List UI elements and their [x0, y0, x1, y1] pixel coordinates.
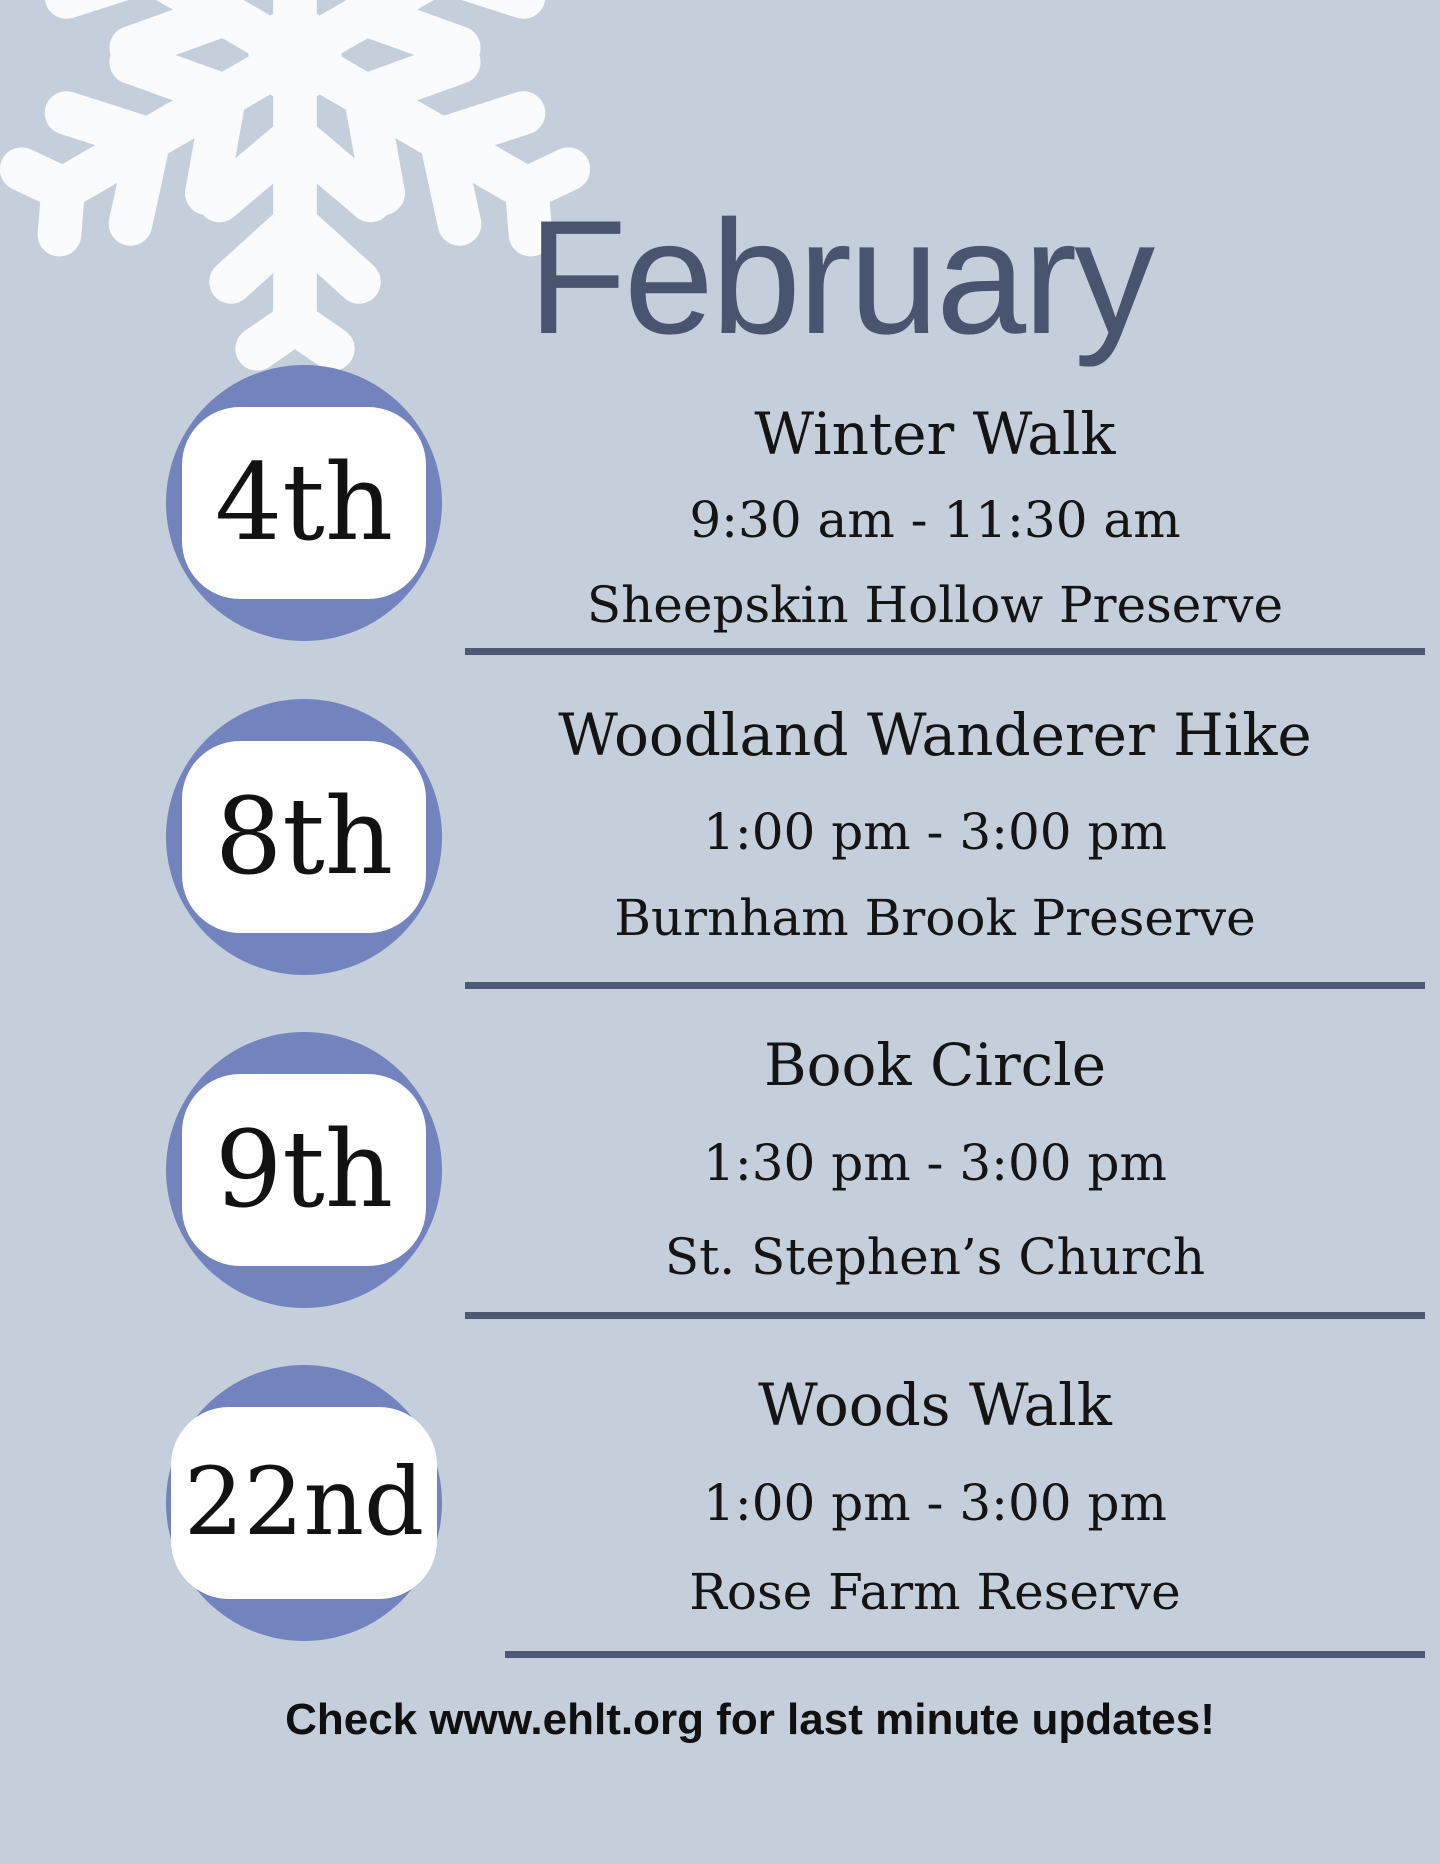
date-badge-inner [182, 407, 426, 599]
event-location: St. Stephen’s Church [664, 1228, 1206, 1286]
event-winter-walk [430, 400, 1440, 634]
page-title: February [527, 186, 1153, 368]
event-title: Book Circle [763, 1031, 1107, 1099]
event-book-circle [430, 1031, 1440, 1286]
event-title: Woodland Wanderer Hike [558, 701, 1312, 769]
event-title: Winter Walk [754, 400, 1116, 468]
date-badge-inner [182, 741, 426, 933]
divider [465, 1312, 1425, 1319]
date-badge-inner [171, 1407, 437, 1599]
event-time: 1:00 pm - 3:00 pm [703, 803, 1167, 861]
event-woodland-wanderer-hike [430, 701, 1440, 947]
event-time: 1:30 pm - 3:00 pm [703, 1134, 1167, 1192]
event-location: Burnham Brook Preserve [614, 889, 1256, 947]
event-location: Rose Farm Reserve [689, 1563, 1181, 1621]
date-badge-inner [182, 1074, 426, 1266]
event-time: 1:00 pm - 3:00 pm [703, 1474, 1167, 1532]
date-badge-22nd [166, 1365, 442, 1641]
event-location: Sheepskin Hollow Preserve [586, 576, 1284, 634]
event-woods-walk [430, 1371, 1440, 1621]
divider [465, 648, 1425, 655]
date-label: 4th [214, 441, 394, 564]
footer-note: Check www.ehlt.org for last minute updates! [285, 1695, 1215, 1744]
date-label: 22nd [183, 1448, 425, 1557]
date-badge-8th [166, 699, 442, 975]
date-label: 9th [214, 1108, 394, 1231]
date-label: 8th [214, 775, 394, 898]
date-badge-4th [166, 365, 442, 641]
event-title: Woods Walk [758, 1371, 1112, 1439]
divider [465, 982, 1425, 989]
date-badge-9th [166, 1032, 442, 1308]
event-time: 9:30 am - 11:30 am [689, 491, 1181, 549]
divider [505, 1651, 1425, 1658]
